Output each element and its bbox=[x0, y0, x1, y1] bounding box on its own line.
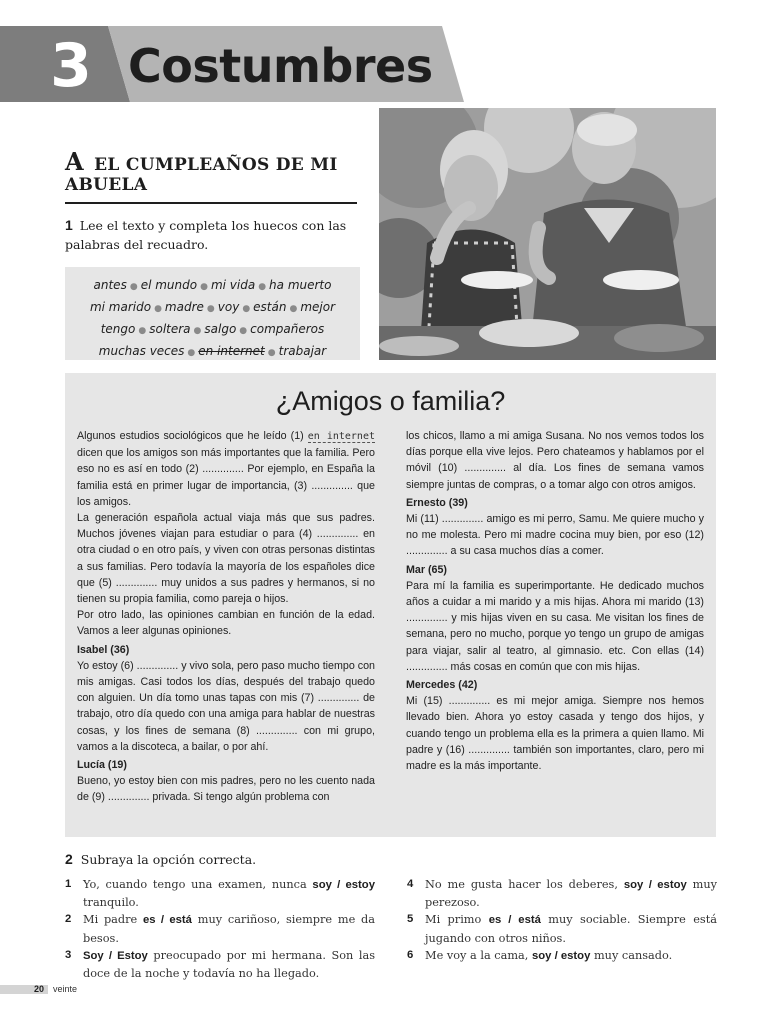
section-heading bbox=[65, 147, 360, 195]
reading-paragraph bbox=[406, 578, 704, 675]
task-2-instruction bbox=[65, 849, 256, 870]
option-b[interactable]: estoy bbox=[657, 879, 687, 891]
word-box-item: trabajar bbox=[278, 344, 327, 358]
reading-paragraph bbox=[77, 607, 375, 639]
separator-dot-icon: ● bbox=[258, 282, 267, 292]
option-b[interactable]: está bbox=[169, 914, 192, 927]
option-separator: / bbox=[551, 949, 561, 962]
speaker-name: Ernesto (39) bbox=[406, 496, 468, 509]
word-box-item: madre bbox=[164, 300, 204, 314]
separator-dot-icon: ● bbox=[187, 348, 196, 358]
item-text: Mi primo bbox=[425, 913, 489, 927]
word-box-line bbox=[71, 341, 354, 363]
separator-dot-icon: ● bbox=[154, 304, 162, 314]
item-text: preocupado por mi hermana. Son las doce de la noche y todavía no ha llegado. bbox=[83, 948, 375, 981]
speaker-name: Isabel (36) bbox=[77, 643, 130, 656]
task-2-number: 2 bbox=[65, 851, 73, 867]
word-box-item: soltera bbox=[149, 322, 191, 336]
option-separator: / bbox=[501, 914, 519, 927]
paragraph-text: dicen que los amigos son más importantes que la familia. Pero eso no es así en todo (2) .............. Por ejemplo, en España la familia está en primer lugar de importancia, (3) .............. que los amigos. bbox=[77, 447, 375, 508]
item-number: 5 bbox=[407, 913, 414, 926]
word-box-item: mi vida bbox=[210, 278, 256, 292]
item-text: muy sociable. Siempre está jugando con otros niños. bbox=[425, 913, 718, 945]
word-box-item: mejor bbox=[300, 300, 336, 314]
item-number: 2 bbox=[65, 913, 72, 926]
reading-paragraph bbox=[406, 511, 704, 560]
item-text: Yo, cuando tengo una examen, nunca bbox=[83, 878, 313, 891]
word-box-line bbox=[71, 319, 354, 341]
word-box-line bbox=[71, 275, 354, 297]
task-2-list-left bbox=[65, 876, 375, 982]
speaker-name: Mar (65) bbox=[406, 563, 447, 576]
separator-dot-icon: ● bbox=[239, 326, 248, 336]
word-box-item: mi marido bbox=[89, 300, 152, 314]
reading-paragraph bbox=[77, 510, 375, 607]
separator-dot-icon: ● bbox=[206, 304, 215, 314]
paragraph-text: Algunos estudios sociológicos que he leído (1) bbox=[77, 430, 308, 442]
reading-paragraph bbox=[406, 693, 704, 774]
word-box-item: están bbox=[253, 300, 287, 314]
task-2-list-right bbox=[407, 876, 717, 965]
speaker-name: Lucía (19) bbox=[77, 759, 127, 772]
word-box-item: compañeros bbox=[250, 322, 325, 336]
separator-dot-icon: ● bbox=[193, 326, 202, 336]
option-a[interactable]: es bbox=[143, 914, 156, 927]
item-text: muy perezoso. bbox=[425, 878, 718, 910]
separator-dot-icon: ● bbox=[200, 282, 208, 292]
paragraph-text: La generación española actual viaja más que sus padres. Muchos jóvenes viajan para estudiar o para (4) .............. en otra ciudad o en otro país, y viven con otras personas distintas a sus familias. Pero todavía la mayoría de los españoles dice que (5) .............. muy unidos a sus padres y hermanos, si no tienen su propia familia, como pareja o hijos. bbox=[77, 512, 375, 606]
option-b[interactable]: estoy bbox=[560, 949, 591, 962]
word-box-item: salgo bbox=[204, 322, 237, 336]
separator-dot-icon: ● bbox=[129, 282, 138, 292]
page-word: veinte bbox=[53, 984, 78, 994]
word-box-item: antes bbox=[93, 278, 127, 292]
separator-dot-icon: ● bbox=[289, 304, 298, 314]
separator-dot-icon: ● bbox=[138, 326, 147, 336]
option-b[interactable]: estoy bbox=[345, 879, 375, 891]
paragraph-text: Por otro lado, las opiniones cambian en función de la edad. Vamos a leer algunas opiniones. bbox=[77, 609, 375, 638]
option-separator: / bbox=[103, 949, 118, 962]
item-text: muy cariñoso, siempre me da besos. bbox=[83, 913, 375, 945]
item-number: 1 bbox=[65, 878, 72, 890]
section-title: EL CUMPLEAÑOS DE MI ABUELA bbox=[65, 155, 338, 195]
option-a[interactable]: soy bbox=[531, 949, 552, 962]
exercise-item bbox=[65, 947, 375, 982]
option-b[interactable]: Estoy bbox=[117, 949, 148, 962]
option-b[interactable]: está bbox=[518, 914, 541, 927]
task-1-instruction bbox=[65, 216, 355, 254]
reading-panel bbox=[65, 373, 716, 837]
paragraph-text: Yo estoy (6) .............. y vivo sola, pero paso mucho tiempo con mis amigas. Casi todos los días, después del trabajo quedo con alguien. Un día tomo unas tapas con mis (7) .............. de trabajo, otro día quedo con una amiga para hablar de nuestras cosas, y los fines de semana (8) .............. con mi grupo, vamos a la discoteca, a bailar, o por ahí. bbox=[77, 659, 375, 753]
option-a[interactable]: soy bbox=[312, 879, 332, 891]
reading-paragraph bbox=[406, 428, 704, 493]
reading-paragraph bbox=[77, 428, 375, 510]
option-a[interactable]: es bbox=[488, 914, 502, 927]
option-separator: / bbox=[155, 914, 170, 927]
task-1-number: 1 bbox=[65, 217, 73, 233]
paragraph-text: Mi (15) .............. es mi mejor amiga. Siempre nos hemos llevado bien. Ahora yo estoy casada y tengo dos hijos, y cuando tengo un problema ella es la primera a quien llamo. Mi padre y (16) .............. también son importantes, claro, pero mi madre es la más importante. bbox=[406, 695, 704, 773]
paragraph-text: Para mí la familia es superimportante. He dedicado muchos años a cuidar a mi marido y a mis hijas. Ahora mi marido (13) .............. y mis hijas viven en su casa. Me visitan los fines de semana, pero no mucho, porque yo tengo un grupo de amigas para viajar, salir al teatro, al gimnasio. etc. Con ellas (14) .............. más cosas en común que con mis hijas. bbox=[406, 579, 704, 673]
item-text: muy cansado. bbox=[590, 948, 673, 962]
word-box-item-used: en internet bbox=[198, 344, 265, 358]
reading-column-right bbox=[406, 428, 704, 774]
option-separator: / bbox=[331, 879, 346, 891]
exercise-item bbox=[407, 911, 717, 946]
paragraph-text: los chicos, llamo a mi amiga Susana. No nos vemos todos los días porque ella vive lejos. Pero chateamos y hablamos por el móvil (10) .............. al día. Los fines de semana vamos siempre juntas de compras, o a tomar algo con otros amigos. bbox=[406, 430, 704, 491]
photo-grandparents-eating bbox=[379, 108, 716, 360]
item-text: No me gusta hacer los deberes, bbox=[425, 878, 624, 891]
option-separator: / bbox=[643, 879, 658, 891]
item-text: Mi padre bbox=[83, 913, 143, 927]
word-box-item: ha muerto bbox=[269, 278, 332, 292]
paragraph-text: Mi (11) .............. amigo es mi perro, Samu. Me quiere mucho y no me molesta. Pero mi madre cocina muy bien, por eso (12) .............. a su casa muchos días a comer. bbox=[406, 513, 704, 558]
unit-title: Costumbres bbox=[128, 39, 433, 93]
separator-dot-icon: ● bbox=[267, 348, 276, 358]
item-number: 6 bbox=[407, 948, 414, 961]
word-box-item: muchas veces bbox=[98, 344, 185, 358]
option-a[interactable]: soy bbox=[623, 879, 644, 891]
separator-dot-icon: ● bbox=[242, 304, 251, 314]
word-box-item: el mundo bbox=[140, 278, 198, 292]
example-answer: en internet bbox=[307, 431, 375, 442]
exercise-item bbox=[407, 876, 717, 911]
reading-column-left bbox=[77, 428, 375, 806]
task-1-text: Lee el texto y completa los huecos con las palabras del recuadro. bbox=[65, 218, 347, 252]
unit-number: 3 bbox=[50, 31, 92, 101]
reading-paragraph bbox=[77, 773, 375, 805]
reading-paragraph bbox=[77, 658, 375, 755]
task-2-text: Subraya la opción correcta. bbox=[80, 852, 257, 867]
item-text: tranquilo. bbox=[83, 896, 139, 910]
page-number: 20 bbox=[34, 984, 45, 994]
item-number: 4 bbox=[407, 878, 414, 890]
word-box-item: voy bbox=[217, 300, 240, 314]
reading-title: ¿Amigos o familia? bbox=[275, 386, 506, 416]
section-rule bbox=[65, 202, 357, 204]
exercise-item bbox=[65, 876, 375, 911]
item-number: 3 bbox=[65, 948, 72, 961]
item-text: Me voy a la cama, bbox=[425, 948, 532, 962]
exercise-item bbox=[65, 911, 375, 946]
word-box-item: tengo bbox=[100, 322, 136, 336]
word-box bbox=[65, 267, 360, 360]
paragraph-text: Bueno, yo estoy bien con mis padres, pero no les cuento nada de (9) .............. privada. Si tengo algún problema con bbox=[77, 775, 375, 804]
speaker-name: Mercedes (42) bbox=[406, 679, 478, 692]
exercise-item bbox=[407, 947, 717, 965]
option-a[interactable]: Soy bbox=[83, 949, 104, 962]
section-letter: A bbox=[65, 147, 84, 176]
word-box-line bbox=[71, 297, 354, 319]
